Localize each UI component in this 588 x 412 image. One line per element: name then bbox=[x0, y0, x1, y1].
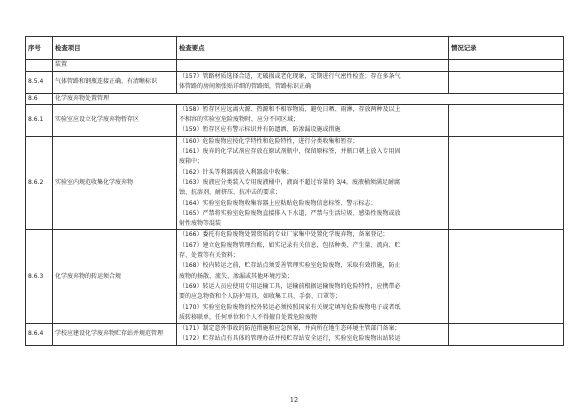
col-header-points: 检查要点 bbox=[177, 37, 449, 60]
section-title: 化学废弃物处置管理 bbox=[53, 93, 564, 104]
point-line: （163）废液应分类装入专用废液桶中，液面不超过容量的 3/4。废液桶须满足耐腐 bbox=[179, 178, 401, 186]
col-header-item: 检查项目 bbox=[53, 37, 177, 60]
point-line: （166）委托有危险废物处置资质的专业厂家集中处置化学废弃物，备案登记； bbox=[179, 231, 389, 239]
table-row bbox=[26, 324, 564, 346]
point-line: 存、处置等有关资料； bbox=[179, 252, 240, 260]
cell-item: 装置 bbox=[53, 60, 177, 72]
cell-points bbox=[177, 136, 449, 230]
cell-no: 8.6.1 bbox=[26, 104, 53, 136]
cell-no: 8.6 bbox=[26, 93, 53, 104]
point-line: 体管路的房间须张贴详细的管路图，管路标识正确 bbox=[179, 83, 312, 91]
point-line: （157）管路材质选择合适，无破损或老化现象，定期进行气密性检查；存在多条气 bbox=[179, 73, 401, 80]
point-line: （169）转运人员应使用专用运输工具，运输前根据运输废物的危险特性，应携带必 bbox=[179, 282, 401, 290]
table-row bbox=[26, 136, 564, 230]
cell-record[interactable] bbox=[449, 136, 564, 230]
cell-record bbox=[449, 60, 564, 72]
cell-points bbox=[177, 72, 449, 94]
cell-no: 8.6.3 bbox=[26, 230, 53, 324]
point-line: （164）实验室危险废物收集容器上应粘贴危险废物信息标签、警示标志； bbox=[179, 199, 377, 207]
cell-item: 实验室内规范收集化学废弃物 bbox=[53, 136, 177, 230]
point-line: 蚀、抗溶剂、耐挤压、抗冲击的要求； bbox=[179, 189, 282, 197]
section-row bbox=[26, 93, 564, 104]
point-line: （168）校内转运之前，贮存站点须妥善管理实验室危险废物，采取有效措施，防止 bbox=[179, 262, 401, 270]
point-line: 不相容的实验室危险废物时，应分不同区域； bbox=[179, 116, 300, 124]
col-header-no: 序号 bbox=[26, 37, 53, 60]
cell-item: 气体管路和钢瓶连接正确、有清晰标识 bbox=[53, 72, 177, 94]
cell-no: 8.6.2 bbox=[26, 136, 53, 230]
cell-record[interactable] bbox=[449, 230, 564, 324]
cell-points bbox=[177, 104, 449, 136]
cell-record[interactable] bbox=[449, 104, 564, 136]
cell-record[interactable] bbox=[449, 324, 564, 346]
cell-points bbox=[177, 60, 449, 72]
point-line: 要的应急物资和个人防护用具，如收集工具、手套、口罩等； bbox=[179, 293, 342, 301]
point-line: （171）制定意外事故的防范措施和应急预案，并向所在地生态环境主管部门备案； bbox=[179, 325, 401, 333]
cell-no: 8.5.4 bbox=[26, 72, 53, 94]
table-row bbox=[26, 72, 564, 94]
page-number: 12 bbox=[289, 396, 299, 404]
point-line: （172）贮存站点有具体的管理办法并按贮存站安全运行，实验室危险废物出站转运 bbox=[179, 335, 401, 343]
table-header-row bbox=[26, 37, 564, 60]
point-line: 废箱中； bbox=[179, 158, 204, 166]
point-line: （170）实验室危险废物的校外转运必须按照国家有关规定填写危险废物电子或者纸 bbox=[179, 303, 401, 311]
point-line: （158）暂存区应远离火源、热源和不相容物质，避免日晒、雨淋，存放两种及以上 bbox=[179, 105, 401, 113]
point-line: 废物的扬散、流失、渗漏或其他环境污染； bbox=[179, 272, 294, 280]
point-line: （161）废弃的化学试剂应存放在原试剂瓶中，保留原标签，并瓶口朝上放入专用固 bbox=[179, 148, 401, 156]
point-line: （160）危险废物应按化学特性和危险特性，进行分类收集和暂存； bbox=[179, 137, 359, 145]
table-row bbox=[26, 60, 564, 72]
safety-checklist-table bbox=[25, 36, 564, 346]
cell-item: 学校应建设化学废弃物贮存站并规范管理 bbox=[53, 324, 177, 346]
cell-no bbox=[26, 60, 53, 72]
cell-points bbox=[177, 230, 449, 324]
point-line: 质转移联单，任何单位和个人不得擅自处置危险废物 bbox=[179, 313, 318, 321]
point-line: （162）针头等利器需放入利器盒中收集； bbox=[179, 168, 293, 176]
table-row bbox=[26, 230, 564, 324]
table-row bbox=[26, 104, 564, 136]
cell-no: 8.6.4 bbox=[26, 324, 53, 346]
cell-item: 化学废弃物的转运须合规 bbox=[53, 230, 177, 324]
cell-points bbox=[177, 324, 449, 346]
point-line: （159）暂存区应有警示标识并有防遗洒、防渗漏设施或措施 bbox=[179, 126, 341, 134]
col-header-record: 情况记录 bbox=[449, 37, 564, 60]
point-line: 射性废物等混装 bbox=[179, 220, 222, 228]
point-line: （165）严禁将实验室危险废物直接排入下水道，严禁与生活垃圾、感染性废物或放 bbox=[179, 209, 401, 217]
cell-item: 实验室应设立化学废弃物暂存区 bbox=[53, 104, 177, 136]
point-line: （167）建立危险废物管理台账，如实记录有关信息，包括种类、产生量、流向、贮 bbox=[179, 241, 401, 249]
cell-record[interactable] bbox=[449, 72, 564, 94]
